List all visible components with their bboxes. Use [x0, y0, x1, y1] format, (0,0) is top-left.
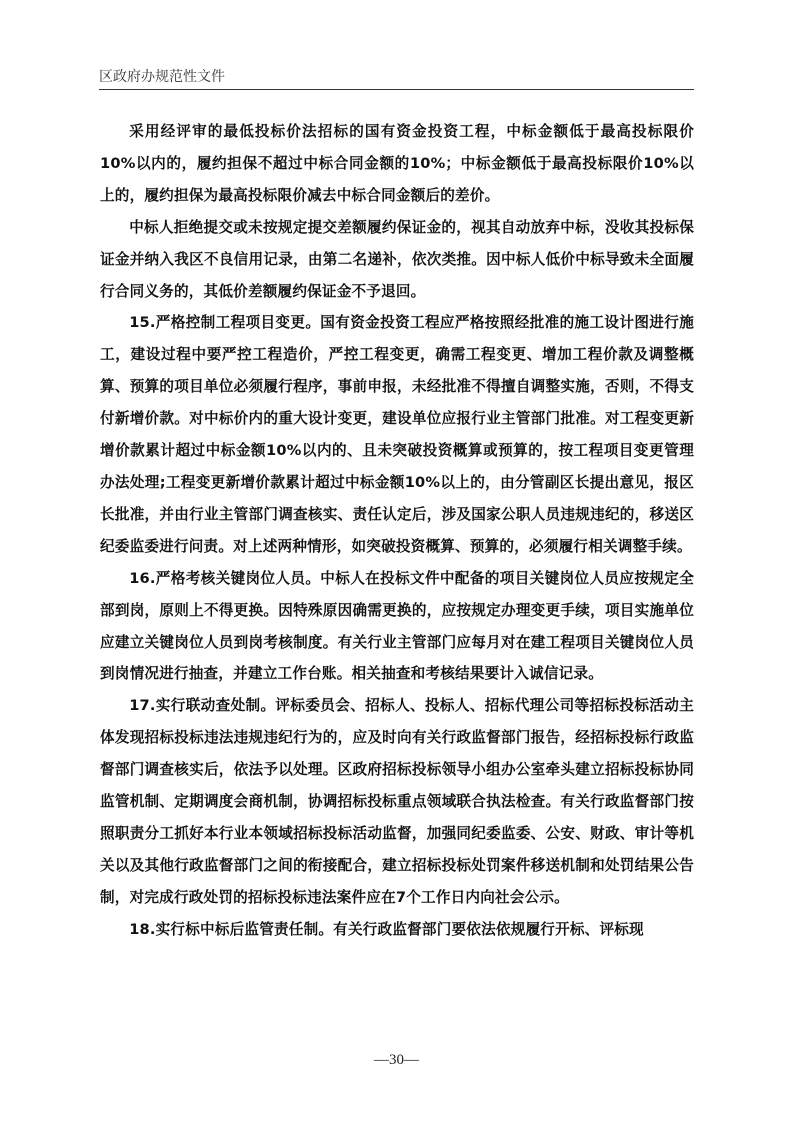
running-header: 区政府办规范性文件 [99, 69, 225, 85]
page-number: —30— [374, 1052, 419, 1068]
paragraph: 16.严格考核关键岗位人员。中标人在投标文件中配备的项目关键岗位人员应按规定全部到岗，原则上不得更换。因特殊原因确需更换的，应按规定办理变更手续，项目实施单位应建立关键岗位人员到岗考核制度。有关行业主管部门应每月对在建工程项目关键岗位人员到岗情况进行抽查，并建立工作台账。相关抽查和考核结果要计入诚信记录。 [100, 569, 694, 683]
paragraph: 18.实行标中标后监管责任制。有关行政监督部门要依法依规履行开标、评标现 [129, 920, 644, 938]
header-rule [99, 89, 694, 90]
paragraph: 中标人拒绝提交或未按规定提交差额履约保证金的，视其自动放弃中标，没收其投标保证金并纳入我区不良信用记录，由第二名递补，依次类推。因中标人低价中标导致未全面履行合同义务的，其低价差额履约保证金不予退回。 [100, 218, 694, 300]
paragraph: 17.实行联动查处制。评标委员会、招标人、投标人、招标代理公司等招标投标活动主体发现招标投标违法违规违纪行为的，应及时向有关行政监督部门报告，经招标投标行政监督部门调查核实后，依法予以处理。区政府招标投标领导小组办公室牵头建立招标投标协同监管机制、定期调度会商机制，协调招标投标重点领域联合执法检查。有关行政监督部门按照职责分工抓好本行业本领域招标投标活动监督，加强同纪委监委、公安、财政、审计等机关以及其他行政监督部门之间的衔接配合，建立招标投标处罚案件移送机制和处罚结果公告制，对完成行政处罚的招标投标违法案件应在7个工作日内向社会公示。 [100, 697, 694, 906]
paragraph: 采用经评审的最低投标价法招标的国有资金投资工程，中标金额低于最高投标限价10%以内的，履约担保不超过中标合同金额的10%；中标金额低于最高投标限价10%以上的，履约担保为最高投标限价减去中标合同金额后的差价。 [100, 123, 694, 204]
paragraph: 15.严格控制工程项目变更。国有资金投资工程应严格按照经批准的施工设计图进行施工，建设过程中要严控工程造价，严控工程变更，确需工程变更、增加工程价款及调整概算、预算的项目单位必须履行程序，事前申报，未经批准不得擅自调整实施，否则，不得支付新增价款。对中标价内的重大设计变更，建设单位应报行业主管部门批准。对工程变更新增价款累计超过中标金额10%以内的、且未突破投资概算或预算的，按工程项目变更管理办法处理;工程变更新增价款累计超过中标金额10%以上的，由分管副区长提出意见，报区长批准，并由行业主管部门调查核实、责任认定后，涉及国家公职人员违规违纪的，移送区纪委监委进行问责。对上述两种情形，如突破投资概算、预算的，必须履行相关调整手续。 [100, 314, 694, 555]
body-text [100, 116, 694, 946]
